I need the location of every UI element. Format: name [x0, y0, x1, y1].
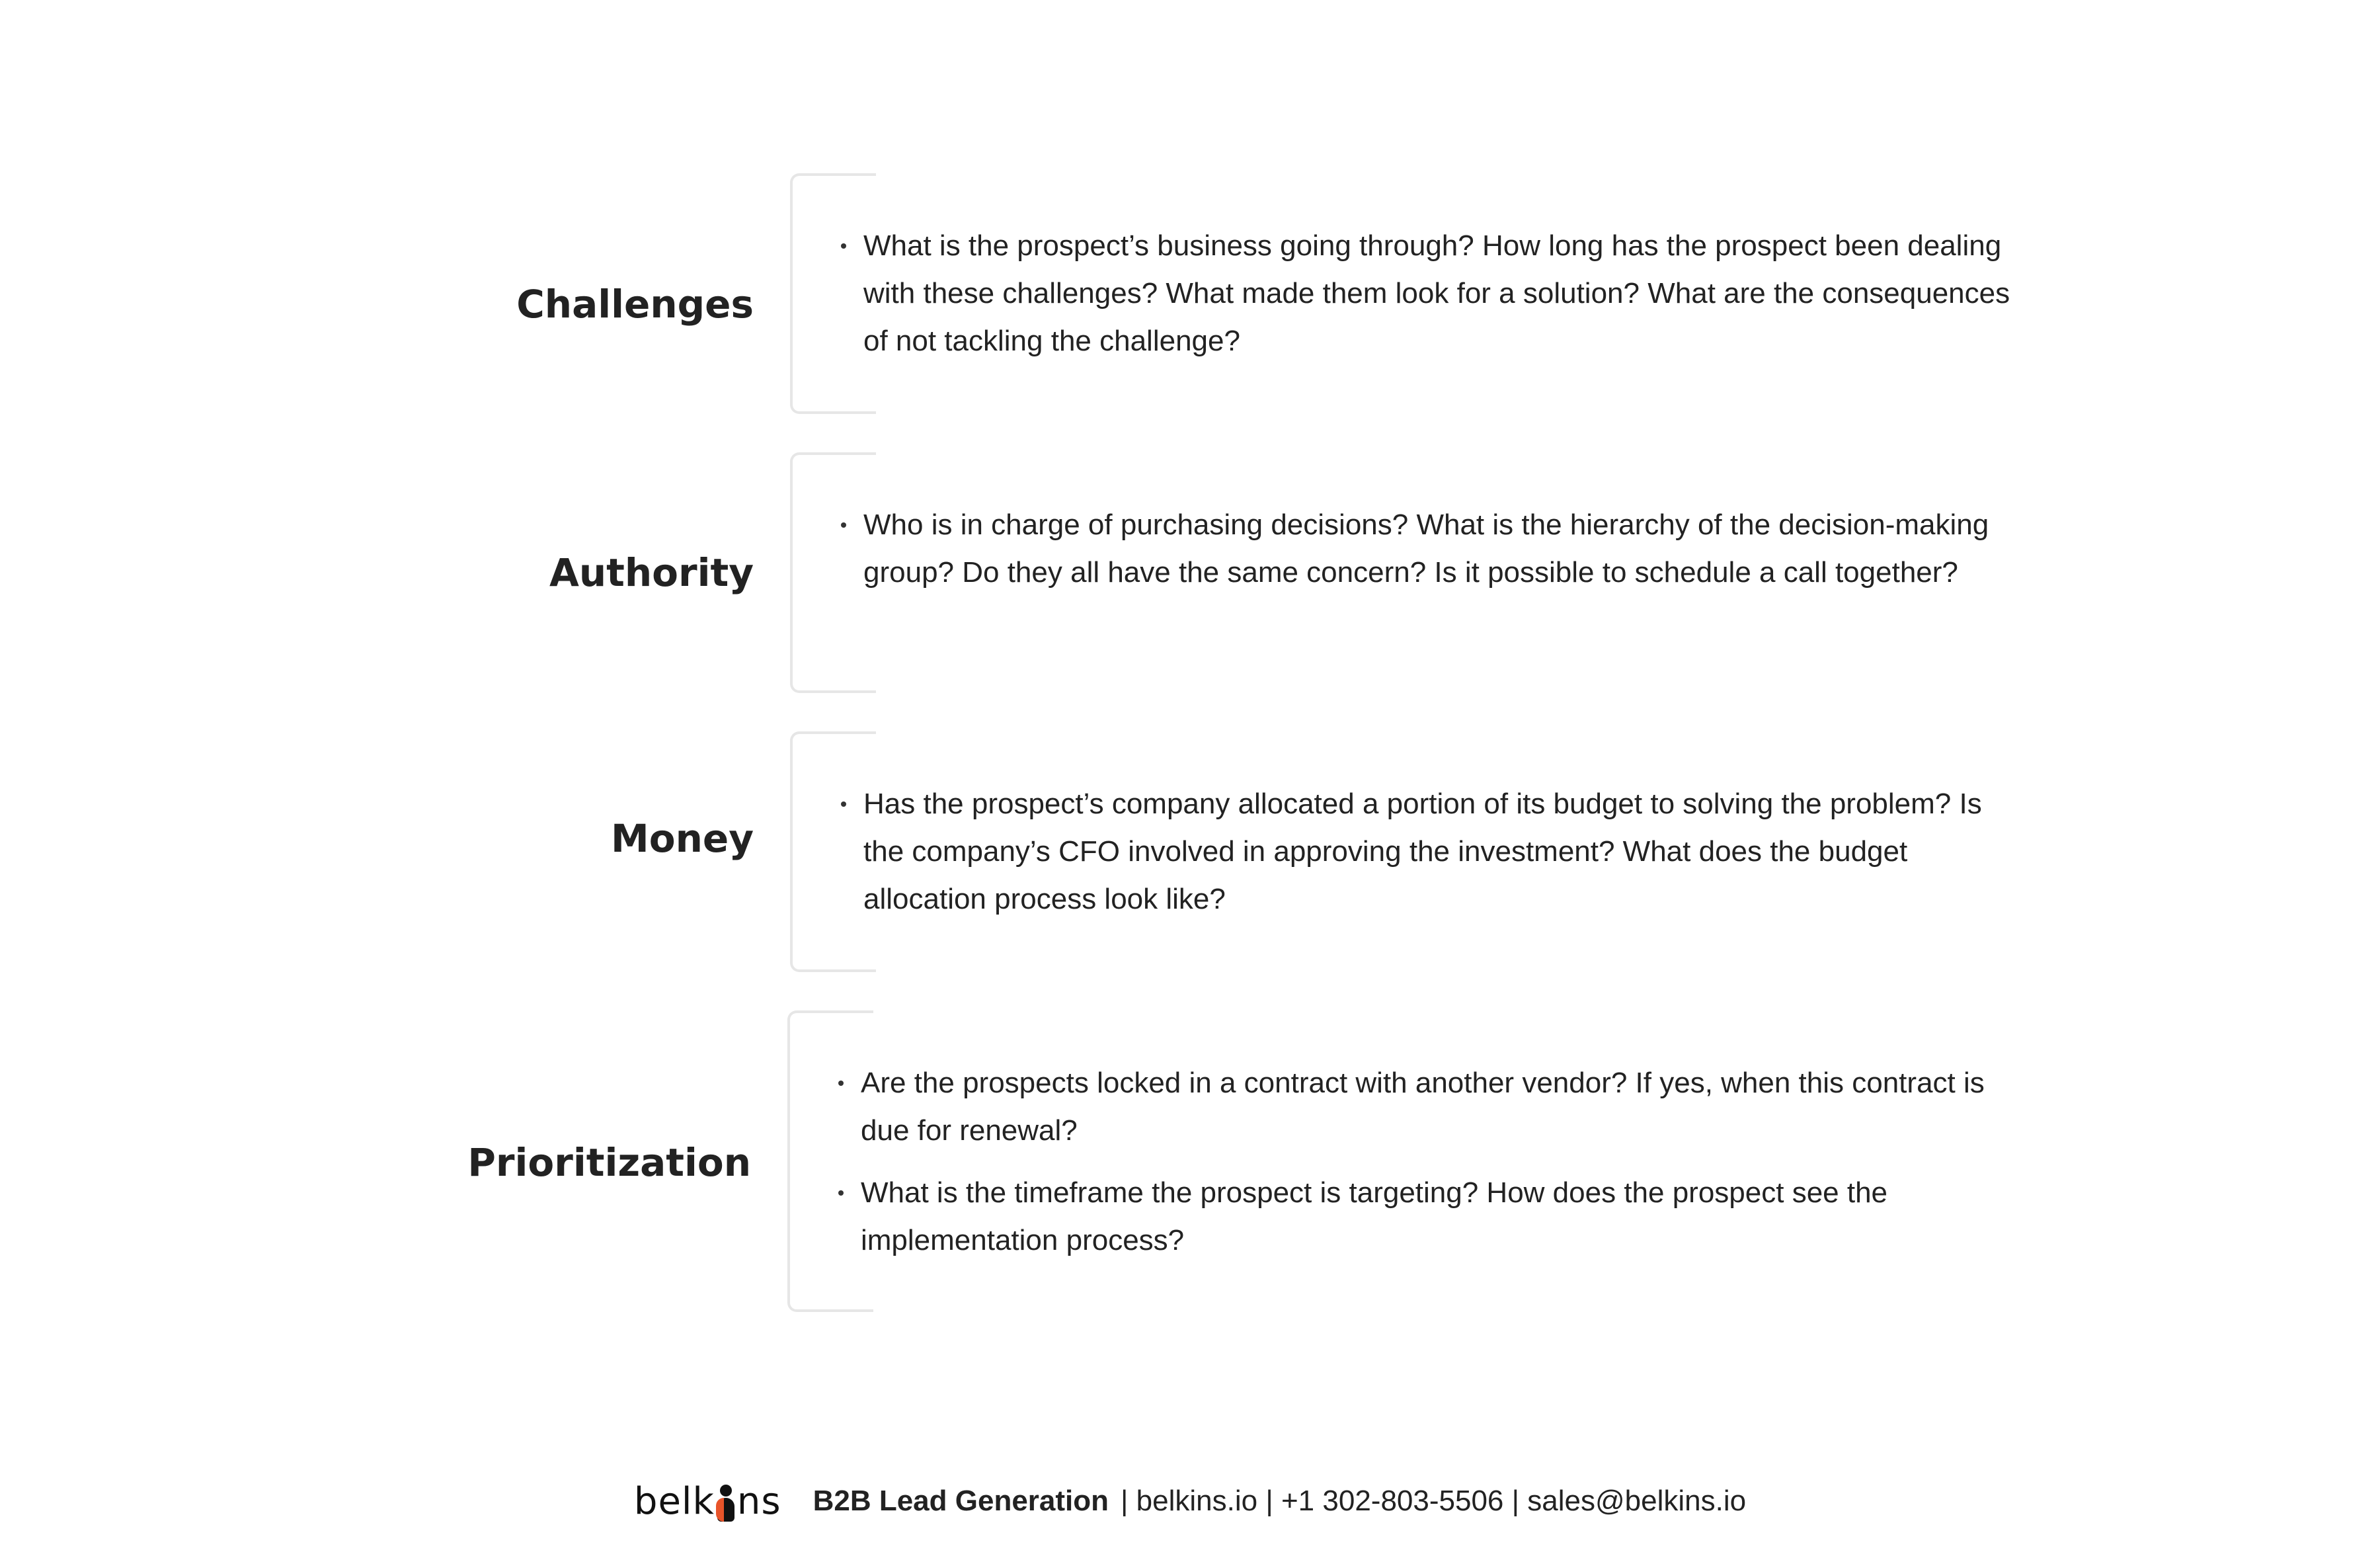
belkins-logo	[634, 1480, 781, 1523]
bullet-item: Who is in charge of purchasing decisions? What is the hierarchy of the decision-making group? Do they all have the same concern? Is it possible to schedule a call together?	[840, 501, 2016, 596]
section-label: Authority	[549, 550, 754, 595]
bullet-list	[840, 501, 2016, 611]
bullet-item: Are the prospects locked in a contract with another vendor? If yes, when this contract is due for renewal?	[837, 1059, 2014, 1155]
footer	[0, 1468, 2380, 1534]
footer-contact: | belkins.io | +1 302-803-5506 | sales@belkins.io	[1121, 1485, 1747, 1517]
bullet-item: Has the prospect’s company allocated a portion of its budget to solving the problem? Is the company’s CFO involved in approving the investment? What does the budget allocation process look like?	[840, 780, 2016, 923]
logo-person-icon	[716, 1485, 736, 1523]
bullet-list	[840, 780, 2016, 938]
bullet-item: What is the prospect’s business going through? How long has the prospect been dealing with these challenges? What made them look for a solution? What are the consequences of not tackling the challenge?	[840, 222, 2016, 365]
logo-text-left: belk	[633, 1479, 715, 1523]
logo-text-right: ns	[736, 1479, 781, 1523]
bullet-item: What is the timeframe the prospect is targeting? How does the prospect see the implementation process?	[837, 1169, 2014, 1264]
bullet-list	[837, 1059, 2014, 1279]
section-label: Challenges	[516, 282, 754, 327]
section-label: Money	[611, 816, 754, 861]
bullet-list	[840, 222, 2016, 380]
footer-tagline: B2B Lead Generation	[813, 1485, 1109, 1517]
section-label: Prioritization	[467, 1140, 751, 1185]
